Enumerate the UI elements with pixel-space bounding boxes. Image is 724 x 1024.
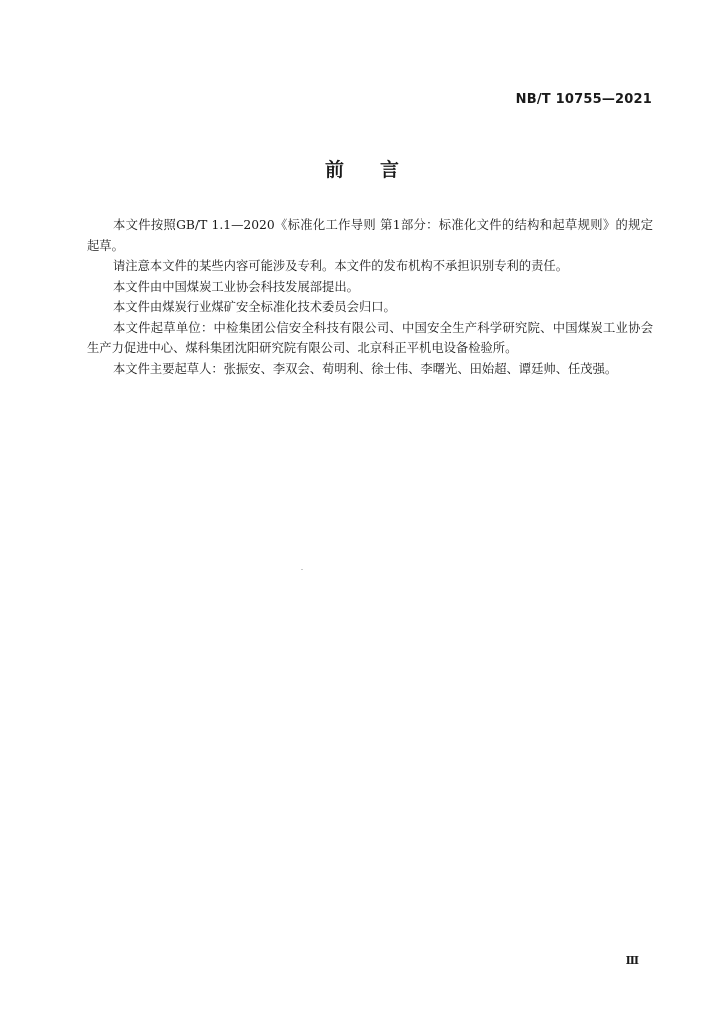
- paragraph-centralized-by: 本文件由煤炭行业煤矿安全标准化技术委员会归口。: [113, 300, 396, 314]
- paragraph-patent-notice: 请注意本文件的某些内容可能涉及专利。本文件的发布机构不承担识别专利的责任。: [113, 259, 568, 273]
- page-number: Ⅲ: [625, 954, 639, 967]
- paragraph-drafting-rules: 本文件按照GB/T 1.1—2020《标准化工作导则 第1部分：标准化文件的结构和起草规则》的规定起草。: [87, 218, 653, 253]
- paragraph-drafters: 本文件主要起草人：张振安、李双会、荀明利、徐士伟、李曙光、田始超、谭廷帅、任茂强。: [113, 361, 618, 376]
- page-title: 前言: [324, 159, 435, 181]
- scan-speck: [301, 569, 303, 570]
- paragraph-drafting-units: 本文件起草单位：中检集团公信安全科技有限公司、中国安全生产科学研究院、中国煤炭工业协会生产力促进中心、煤科集团沈阳研究院有限公司、北京科正平机电设备检验所。: [87, 320, 653, 355]
- standard-code: NB/T 10755—2021: [515, 92, 652, 107]
- foreword-body: [87, 215, 653, 379]
- paragraph-proposed-by: 本文件由中国煤炭工业协会科技发展部提出。: [113, 279, 359, 294]
